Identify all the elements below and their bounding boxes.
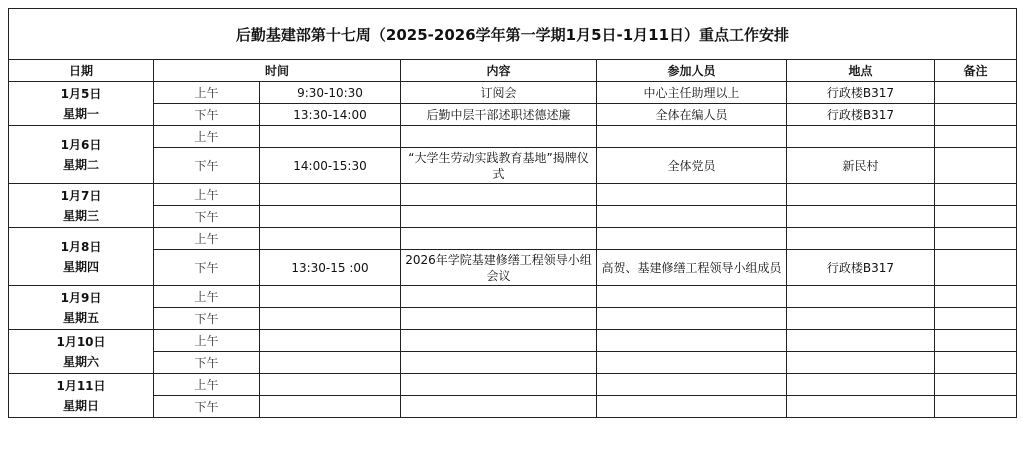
content-cell: [401, 374, 597, 396]
date-cell: [9, 126, 154, 184]
period-cell: 上午: [154, 82, 260, 104]
location-cell: [787, 126, 935, 148]
location-cell: 行政楼B317: [787, 250, 935, 286]
date-label: 1月6日: [60, 137, 102, 152]
remarks-cell: [935, 374, 1017, 396]
remarks-cell: [935, 396, 1017, 418]
time-cell: [260, 184, 401, 206]
location-cell: 行政楼B317: [787, 82, 935, 104]
time-cell: [260, 308, 401, 330]
date-cell: [9, 82, 154, 126]
content-cell: [401, 330, 597, 352]
time-cell: 9:30-10:30: [260, 82, 401, 104]
period-cell: 上午: [154, 286, 260, 308]
remarks-cell: [935, 184, 1017, 206]
location-cell: [787, 396, 935, 418]
period-cell: 上午: [154, 126, 260, 148]
period-cell: 上午: [154, 184, 260, 206]
participants-cell: [597, 126, 787, 148]
location-cell: 行政楼B317: [787, 104, 935, 126]
date-cell: [9, 286, 154, 330]
time-cell: 13:30-15 :00: [260, 250, 401, 286]
period-cell: 上午: [154, 330, 260, 352]
content-cell: [401, 286, 597, 308]
date-cell: [9, 184, 154, 228]
weekday-label: 星期三: [62, 208, 99, 223]
time-cell: [260, 352, 401, 374]
weekday-label: 星期六: [62, 354, 99, 369]
location-cell: [787, 206, 935, 228]
location-cell: [787, 286, 935, 308]
schedule-body: [9, 82, 1017, 418]
location-cell: [787, 308, 935, 330]
remarks-cell: [935, 250, 1017, 286]
remarks-cell: [935, 104, 1017, 126]
participants-cell: [597, 308, 787, 330]
header-row: [9, 60, 1017, 82]
schedule-title: 后勤基建部第十七周（2025-2026学年第一学期1月5日-1月11日）重点工作安排: [9, 9, 1017, 60]
header-date: 日期: [9, 60, 154, 82]
date-cell: [9, 330, 154, 374]
participants-cell: 高贺、基建修缮工程领导小组成员: [597, 250, 787, 286]
date-label: 1月8日: [60, 239, 102, 254]
content-cell: 后勤中层干部述职述德述廉: [401, 104, 597, 126]
period-cell: 上午: [154, 228, 260, 250]
date-label: 1月10日: [56, 334, 106, 349]
content-cell: [401, 352, 597, 374]
table-row: [9, 250, 1017, 286]
period-cell: 下午: [154, 148, 260, 184]
remarks-cell: [935, 228, 1017, 250]
remarks-cell: [935, 82, 1017, 104]
remarks-cell: [935, 286, 1017, 308]
content-cell: [401, 126, 597, 148]
header-content: 内容: [401, 60, 597, 82]
location-cell: [787, 184, 935, 206]
remarks-cell: [935, 330, 1017, 352]
time-cell: [260, 374, 401, 396]
content-cell: 2026年学院基建修缮工程领导小组会议: [401, 250, 597, 286]
table-row: [9, 228, 1017, 250]
table-row: [9, 308, 1017, 330]
time-cell: [260, 330, 401, 352]
content-cell: “大学生劳动实践教育基地”揭牌仪式: [401, 148, 597, 184]
date-cell: [9, 374, 154, 418]
table-row: [9, 396, 1017, 418]
table-row: [9, 330, 1017, 352]
content-cell: [401, 206, 597, 228]
time-cell: [260, 286, 401, 308]
weekday-label: 星期二: [62, 157, 99, 172]
participants-cell: 全体党员: [597, 148, 787, 184]
period-cell: 下午: [154, 104, 260, 126]
period-cell: 下午: [154, 250, 260, 286]
time-cell: [260, 206, 401, 228]
header-remarks: 备注: [935, 60, 1017, 82]
weekday-label: 星期五: [62, 310, 99, 325]
content-cell: [401, 228, 597, 250]
remarks-cell: [935, 206, 1017, 228]
content-cell: [401, 184, 597, 206]
time-cell: [260, 396, 401, 418]
content-cell: [401, 396, 597, 418]
table-row: [9, 184, 1017, 206]
location-cell: [787, 228, 935, 250]
participants-cell: [597, 286, 787, 308]
table-row: [9, 352, 1017, 374]
weekday-label: 星期一: [62, 106, 99, 121]
content-cell: 订阅会: [401, 82, 597, 104]
table-row: [9, 286, 1017, 308]
table-row: [9, 206, 1017, 228]
content-cell: [401, 308, 597, 330]
header-location: 地点: [787, 60, 935, 82]
participants-cell: 中心主任助理以上: [597, 82, 787, 104]
schedule-table: [8, 8, 1017, 418]
remarks-cell: [935, 148, 1017, 184]
remarks-cell: [935, 126, 1017, 148]
location-cell: [787, 330, 935, 352]
period-cell: 下午: [154, 308, 260, 330]
period-cell: 下午: [154, 352, 260, 374]
participants-cell: [597, 184, 787, 206]
weekday-label: 星期日: [62, 398, 99, 413]
table-row: [9, 374, 1017, 396]
participants-cell: [597, 352, 787, 374]
location-cell: 新民村: [787, 148, 935, 184]
date-label: 1月9日: [60, 290, 102, 305]
header-participants: 参加人员: [597, 60, 787, 82]
location-cell: [787, 374, 935, 396]
time-cell: [260, 126, 401, 148]
participants-cell: [597, 374, 787, 396]
participants-cell: [597, 396, 787, 418]
date-label: 1月11日: [56, 378, 106, 393]
location-cell: [787, 352, 935, 374]
period-cell: 上午: [154, 374, 260, 396]
participants-cell: [597, 330, 787, 352]
table-row: [9, 126, 1017, 148]
period-cell: 下午: [154, 396, 260, 418]
time-cell: 14:00-15:30: [260, 148, 401, 184]
participants-cell: 全体在编人员: [597, 104, 787, 126]
table-row: [9, 104, 1017, 126]
participants-cell: [597, 206, 787, 228]
header-time: 时间: [154, 60, 401, 82]
table-row: [9, 148, 1017, 184]
time-cell: [260, 228, 401, 250]
participants-cell: [597, 228, 787, 250]
remarks-cell: [935, 308, 1017, 330]
remarks-cell: [935, 352, 1017, 374]
period-cell: 下午: [154, 206, 260, 228]
date-label: 1月7日: [60, 188, 102, 203]
date-label: 1月5日: [60, 86, 102, 101]
table-row: [9, 82, 1017, 104]
date-cell: [9, 228, 154, 286]
time-cell: 13:30-14:00: [260, 104, 401, 126]
weekday-label: 星期四: [62, 259, 99, 274]
